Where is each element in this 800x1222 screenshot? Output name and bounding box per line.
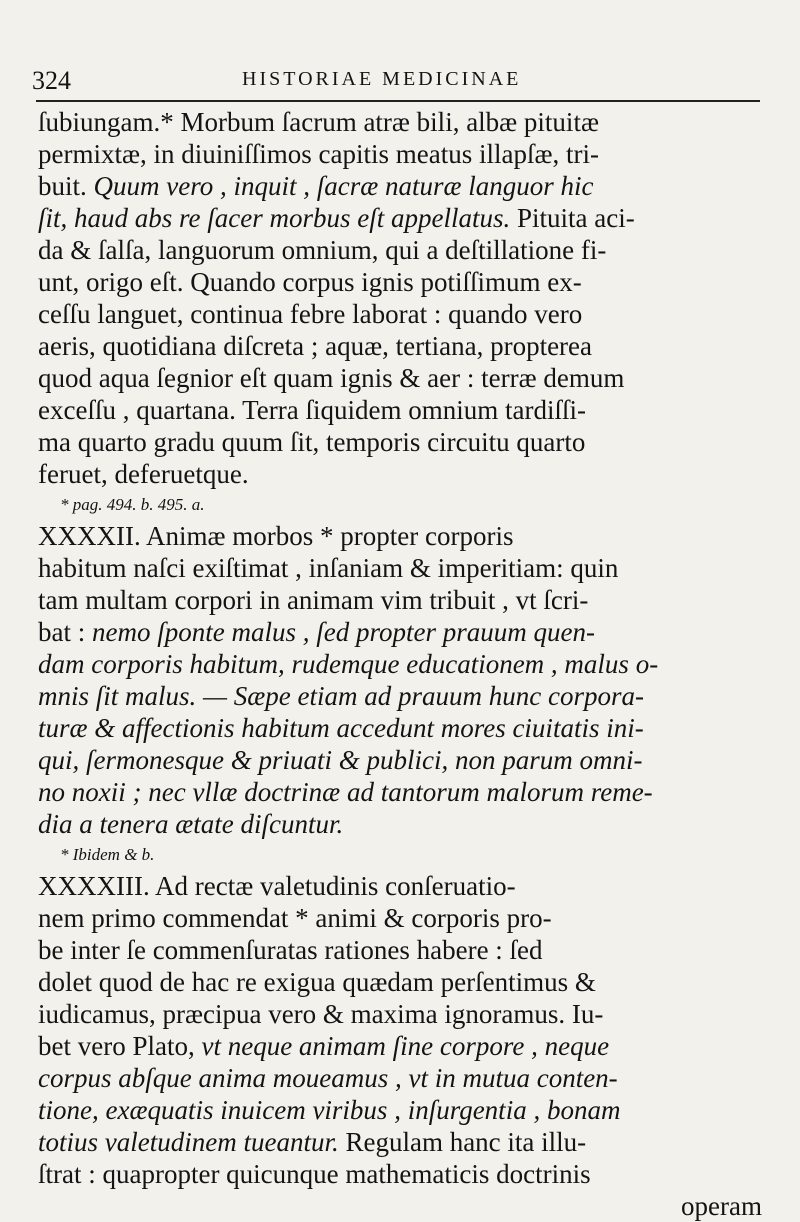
text-line: no noxii ; nec vllæ doctrinæ ad tantorum malorum reme- <box>38 777 653 807</box>
text-line: be inter ſe commenſuratas rationes habere : ſed <box>38 935 543 965</box>
text-line: buit. Quum vero , inquit , ſacræ naturæ languor hic <box>38 171 594 201</box>
text-line: mnis ſit malus. — Sæpe etiam ad prauum hunc corpora- <box>38 681 644 711</box>
text-line: quod aqua ſegnior eſt quam ignis & aer : terræ demum <box>38 363 625 393</box>
running-title: HISTORIAE MEDICINAE <box>242 68 522 90</box>
text-line: dam corporis habitum, rudemque educationem , malus o- <box>38 649 659 679</box>
page-number: 324 <box>32 66 71 95</box>
text-line: unt, origo eſt. Quando corpus ignis potiſſimum ex- <box>38 267 582 297</box>
text-line: turæ & affectionis habitum accedunt mores ciuitatis ini- <box>38 713 644 743</box>
text-line: permixtæ, in diuiniſſimos capitis meatus illapſæ, tri- <box>38 139 599 169</box>
text-line: iudicamus, præcipua vero & maxima ignoramus. Iu- <box>38 999 604 1029</box>
text-line: qui, ſermonesque & priuati & publici, non parum omni- <box>38 745 643 775</box>
text-line: tione, exæquatis inuicem viribus , inſurgentia , bonam <box>38 1095 621 1125</box>
body-text <box>38 106 762 1222</box>
text-line: corpus abſque anima moueamus , vt in mutua conten- <box>38 1063 618 1093</box>
text-line: ſubiungam.* Morbum ſacrum atræ bili, albæ pituitæ <box>38 107 599 137</box>
text-line: habitum naſci exiſtimat , inſaniam & imperitiam: quin <box>38 553 619 583</box>
text-line: feruet, deferuetque. <box>38 459 249 489</box>
section-number: XXXXIII. <box>38 871 150 901</box>
text-line: ceſſu languet, continua febre laborat : quando vero <box>38 299 583 329</box>
footnote: * pag. 494. b. 495. a. <box>60 495 205 514</box>
catchword: operam <box>681 1191 762 1221</box>
footnote: * Ibidem & b. <box>60 845 155 864</box>
section-number: XXXXII. <box>38 521 141 551</box>
page-header <box>32 62 764 98</box>
text-line: bet vero Plato, vt neque animam ſine corpore , neque <box>38 1031 610 1061</box>
header-rule <box>36 100 760 102</box>
text-line: totius valetudinem tueantur. Regulam hanc ita illu- <box>38 1127 587 1157</box>
text-line: bat : nemo ſponte malus , ſed propter prauum quen- <box>38 617 595 647</box>
text-line: dolet quod de hac re exigua quædam perſentimus & <box>38 967 596 997</box>
section-line: XXXXII. Animæ morbos * propter corporis <box>38 521 514 551</box>
text-line: da & ſalſa, languorum omnium, qui a deſtillatione fi- <box>38 235 607 265</box>
text-line: ſit, haud abs re ſacer morbus eſt appellatus. Pituita aci- <box>38 203 635 233</box>
text-line: tam multam corpori in animam vim tribuit , vt ſcri- <box>38 585 589 615</box>
text-line: aeris, quotidiana diſcreta ; aquæ, tertiana, propterea <box>38 331 593 361</box>
section-line: XXXXIII. Ad rectæ valetudinis conſeruatio- <box>38 871 516 901</box>
text-line: dia a tenera ætate diſcuntur. <box>38 809 344 839</box>
text-line: nem primo commendat * animi & corporis pro- <box>38 903 552 933</box>
text-line: ma quarto gradu quum ſit, temporis circuitu quarto <box>38 427 586 457</box>
text-line: exceſſu , quartana. Terra ſiquidem omnium tardiſſi- <box>38 395 586 425</box>
text-line: ſtrat : quapropter quicunque mathematicis doctrinis <box>38 1159 591 1189</box>
